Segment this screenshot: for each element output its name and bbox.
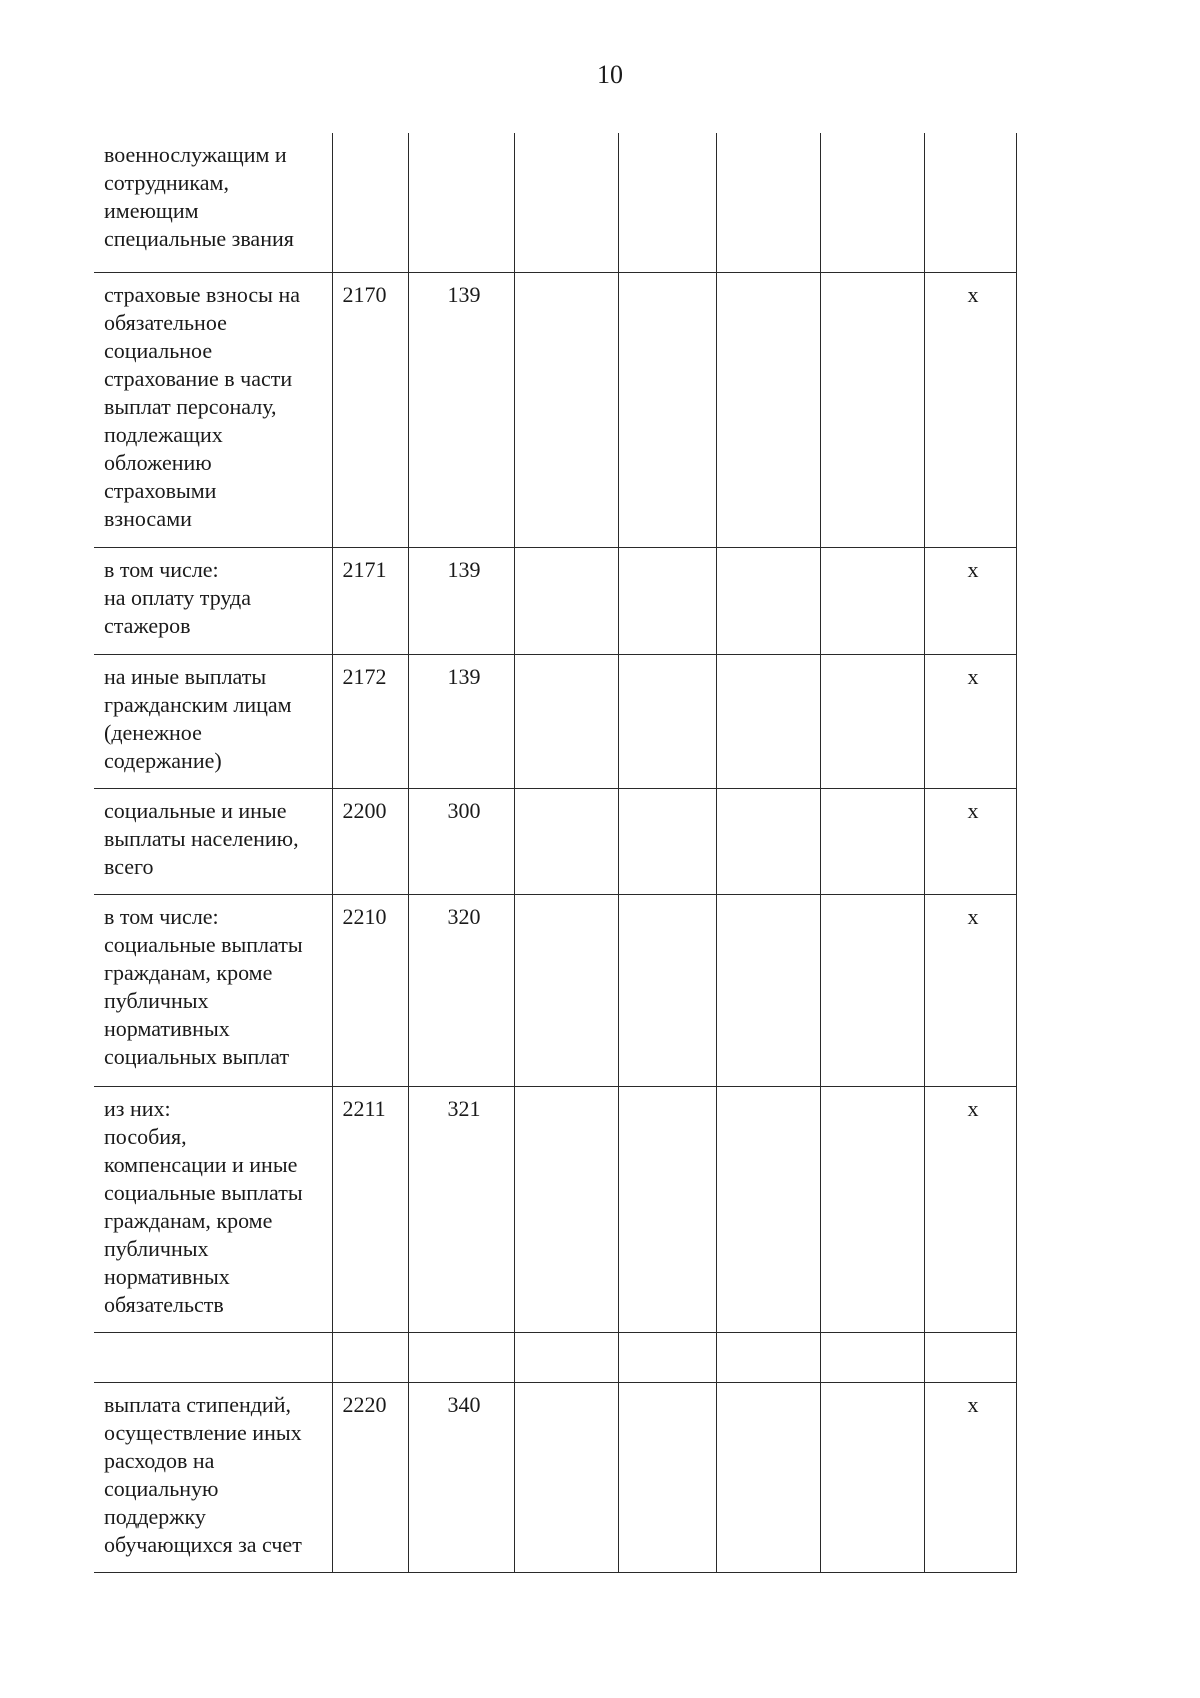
empty-cell	[514, 654, 618, 788]
empty-cell	[820, 1332, 924, 1382]
row-kosgu-cell: 320	[408, 894, 514, 1086]
empty-cell	[618, 272, 716, 547]
table-row	[94, 1086, 1016, 1332]
empty-cell	[716, 133, 820, 272]
row-name-cell: в том числе: социальные выплаты гражданам, кроме публичных нормативных социальных выплат	[94, 894, 332, 1086]
table-row	[94, 547, 1016, 654]
row-code-cell: 2210	[332, 894, 408, 1086]
row-mark-cell: х	[924, 654, 1016, 788]
row-kosgu-cell: 300	[408, 788, 514, 894]
empty-cell	[716, 1332, 820, 1382]
row-code-cell: 2200	[332, 788, 408, 894]
empty-cell	[820, 788, 924, 894]
row-kosgu-cell: 340	[408, 1382, 514, 1572]
table-row	[94, 1382, 1016, 1572]
empty-cell	[618, 1086, 716, 1332]
row-kosgu-cell	[408, 133, 514, 272]
empty-cell	[514, 788, 618, 894]
empty-cell	[514, 894, 618, 1086]
row-mark-cell	[924, 1332, 1016, 1382]
empty-cell	[716, 272, 820, 547]
row-code-cell	[332, 1332, 408, 1382]
row-mark-cell: х	[924, 272, 1016, 547]
empty-cell	[514, 272, 618, 547]
empty-cell	[820, 654, 924, 788]
row-name-cell: социальные и иные выплаты населению, всего	[94, 788, 332, 894]
row-name-cell: страховые взносы на обязательное социальное страхование в части выплат персоналу, подлежащих обложению страховыми взносами	[94, 272, 332, 547]
row-code-cell: 2220	[332, 1382, 408, 1572]
empty-cell	[618, 1332, 716, 1382]
empty-cell	[618, 654, 716, 788]
empty-cell	[514, 133, 618, 272]
row-mark-cell: х	[924, 547, 1016, 654]
empty-cell	[820, 133, 924, 272]
table-row	[94, 133, 1016, 272]
empty-cell	[618, 547, 716, 654]
row-mark-cell: х	[924, 788, 1016, 894]
empty-cell	[820, 894, 924, 1086]
row-code-cell: 2211	[332, 1086, 408, 1332]
empty-cell	[716, 788, 820, 894]
row-kosgu-cell: 321	[408, 1086, 514, 1332]
empty-cell	[618, 133, 716, 272]
row-name-cell: военнослужащим и сотрудникам, имеющим специальные звания	[94, 133, 332, 272]
row-mark-cell: х	[924, 894, 1016, 1086]
empty-cell	[716, 547, 820, 654]
empty-cell	[820, 547, 924, 654]
empty-cell	[820, 272, 924, 547]
row-mark-cell: х	[924, 1086, 1016, 1332]
row-name-cell	[94, 1332, 332, 1382]
row-name-cell: из них: пособия, компенсации и иные социальные выплаты гражданам, кроме публичных нормативных обязательств	[94, 1086, 332, 1332]
empty-cell	[514, 1332, 618, 1382]
empty-cell	[618, 894, 716, 1086]
table-row	[94, 654, 1016, 788]
empty-cell	[820, 1382, 924, 1572]
row-name-cell: на иные выплаты гражданским лицам (денежное содержание)	[94, 654, 332, 788]
empty-cell	[514, 1086, 618, 1332]
table-row	[94, 1332, 1016, 1382]
empty-cell	[618, 788, 716, 894]
empty-cell	[716, 1086, 820, 1332]
row-kosgu-cell	[408, 1332, 514, 1382]
row-kosgu-cell: 139	[408, 654, 514, 788]
table-row	[94, 272, 1016, 547]
empty-cell	[716, 894, 820, 1086]
row-code-cell: 2171	[332, 547, 408, 654]
page-number: 10	[597, 60, 623, 89]
row-mark-cell: х	[924, 1382, 1016, 1572]
table-row	[94, 788, 1016, 894]
budget-table	[94, 133, 1017, 1573]
empty-cell	[716, 1382, 820, 1572]
row-mark-cell	[924, 133, 1016, 272]
empty-cell	[716, 654, 820, 788]
empty-cell	[618, 1382, 716, 1572]
row-name-cell: в том числе: на оплату труда стажеров	[94, 547, 332, 654]
row-kosgu-cell: 139	[408, 272, 514, 547]
row-name-cell: выплата стипендий, осуществление иных расходов на социальную поддержку обучающихся за счет	[94, 1382, 332, 1572]
table-row	[94, 894, 1016, 1086]
empty-cell	[820, 1086, 924, 1332]
row-code-cell: 2172	[332, 654, 408, 788]
empty-cell	[514, 1382, 618, 1572]
row-kosgu-cell: 139	[408, 547, 514, 654]
empty-cell	[514, 547, 618, 654]
row-code-cell: 2170	[332, 272, 408, 547]
row-code-cell	[332, 133, 408, 272]
